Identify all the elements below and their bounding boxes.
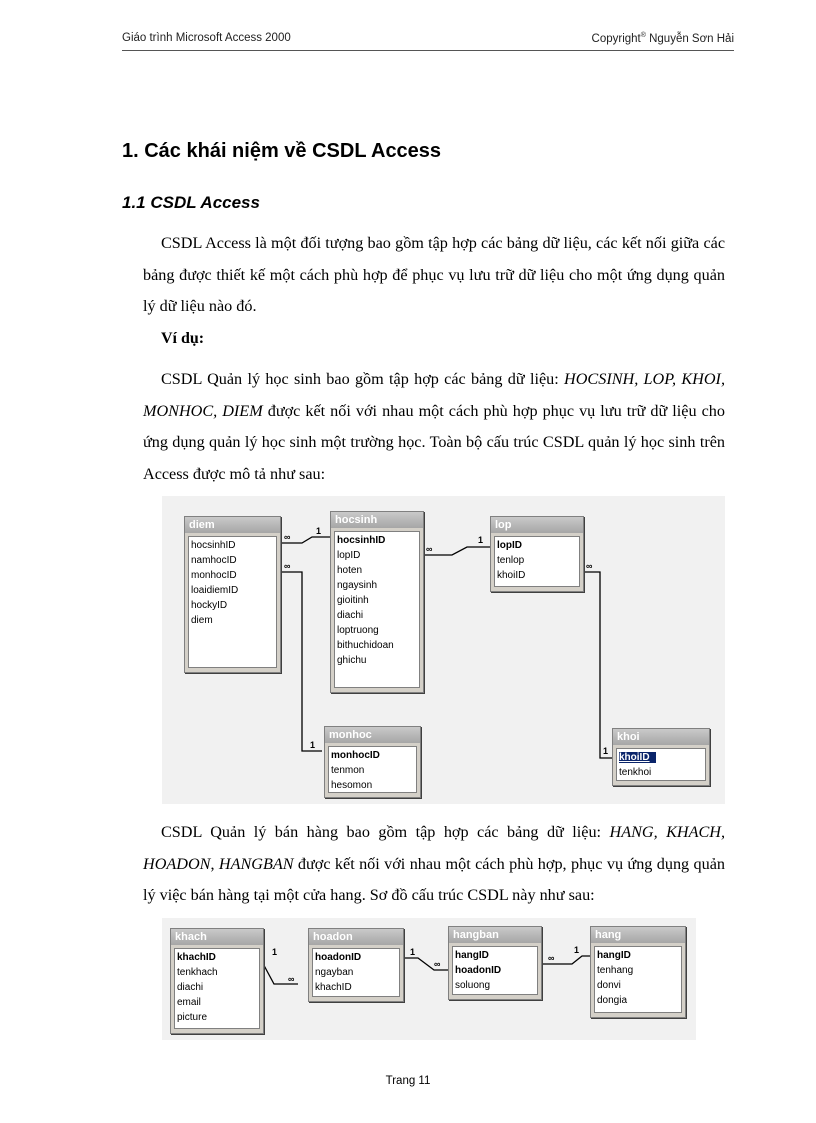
paragraph-example-1: CSDL Quản lý học sinh bao gồm tập hợp các bảng dữ liệu: HOCSINH, LOP, KHOI, MONHOC, DIEM được kết nối với nhau một cách phù hợp phục vụ lưu trữ dữ liệu cho ứng dụng quản lý học sinh một trường học. Toàn bộ cấu trúc CSDL quản lý học sinh trên Access được mô tả như sau: <box>143 370 725 483</box>
table-hocsinh[interactable]: hocsinh hocsinhID lopID hoten ngaysinh gioitinh diachi loptruong bithuchidoan ghichu <box>330 511 424 693</box>
table-diem[interactable]: diem hocsinhID namhocID monhocID loaidiemID hockyID diem <box>184 516 281 673</box>
field-list: lopID tenlop khoiID <box>494 536 580 587</box>
table-hoadon[interactable]: hoadon hoadonID ngayban khachID <box>308 928 404 1002</box>
paragraph-intro: CSDL Access là một đối tượng bao gồm tập hợp các bảng dữ liệu, các kết nối giữa các bảng được thiết kế một cách phù hợp để phục vụ lưu trữ dữ liệu cho một ứng dụng quản lý dữ liệu nào đó. <box>143 234 725 315</box>
page-header <box>122 32 734 51</box>
table-khach[interactable]: khach khachID tenkhach diachi email picture <box>170 928 264 1034</box>
rel-many-3: ∞ <box>284 561 291 571</box>
field-list: khoiID tenkhoi <box>616 748 706 781</box>
field-list: monhocID tenmon hesomon <box>328 746 417 793</box>
subsection-heading: 1.1 CSDL Access <box>122 193 260 212</box>
page-number: Trang 11 <box>385 1075 431 1087</box>
field-list: hoadonID ngayban khachID <box>312 948 400 997</box>
header-title: Giáo trình Microsoft Access 2000 <box>122 32 291 44</box>
table-khoi[interactable]: khoi khoiID tenkhoi <box>612 728 710 786</box>
rel-many-1: ∞ <box>284 532 291 542</box>
rel-one-5: 1 <box>272 947 278 957</box>
rel-many-2: ∞ <box>426 544 433 554</box>
header-copyright: Copyright® Nguyễn Sơn Hải <box>591 32 734 45</box>
section-heading: 1. Các khái niệm về CSDL Access <box>122 140 442 162</box>
rel-one-4: 1 <box>603 746 609 756</box>
relationship-diagram-school <box>162 496 725 804</box>
field-list: khachID tenkhach diachi email picture <box>174 948 260 1029</box>
rel-many-4: ∞ <box>586 561 593 571</box>
table-hang[interactable]: hang hangID tenhang donvi dongia <box>590 926 686 1018</box>
field-list: hocsinhID lopID hoten ngaysinh gioitinh diachi loptruong bithuchidoan ghichu <box>334 531 420 688</box>
paragraph-example-2: CSDL Quản lý bán hàng bao gồm tập hợp các bảng dữ liệu: HANG, KHACH, HOADON, HANGBAN được kết nối với nhau một cách phù hợp, phục vụ ứng dụng quản lý việc bán hàng tại một cửa hang. Sơ đồ cấu trúc CSDL này như sau: <box>143 823 725 904</box>
relationship-diagram-sales <box>162 918 696 1040</box>
example-label: Ví dụ: <box>161 330 205 347</box>
rel-one-7: 1 <box>574 945 580 955</box>
rel-one-1: 1 <box>316 526 322 536</box>
table-hangban[interactable]: hangban hangID hoadonID soluong <box>448 926 542 1000</box>
rel-one-2: 1 <box>478 535 484 545</box>
rel-many-6: ∞ <box>434 959 441 969</box>
rel-many-5: ∞ <box>288 974 295 984</box>
field-list: hangID hoadonID soluong <box>452 946 538 995</box>
rel-one-6: 1 <box>410 947 416 957</box>
field-list: hangID tenhang donvi dongia <box>594 946 682 1013</box>
field-list: hocsinhID namhocID monhocID loaidiemID hockyID diem <box>188 536 277 668</box>
rel-many-7: ∞ <box>548 953 555 963</box>
rel-one-3: 1 <box>310 740 316 750</box>
table-lop[interactable]: lop lopID tenlop khoiID <box>490 516 584 592</box>
table-monhoc[interactable]: monhoc monhocID tenmon hesomon <box>324 726 421 798</box>
